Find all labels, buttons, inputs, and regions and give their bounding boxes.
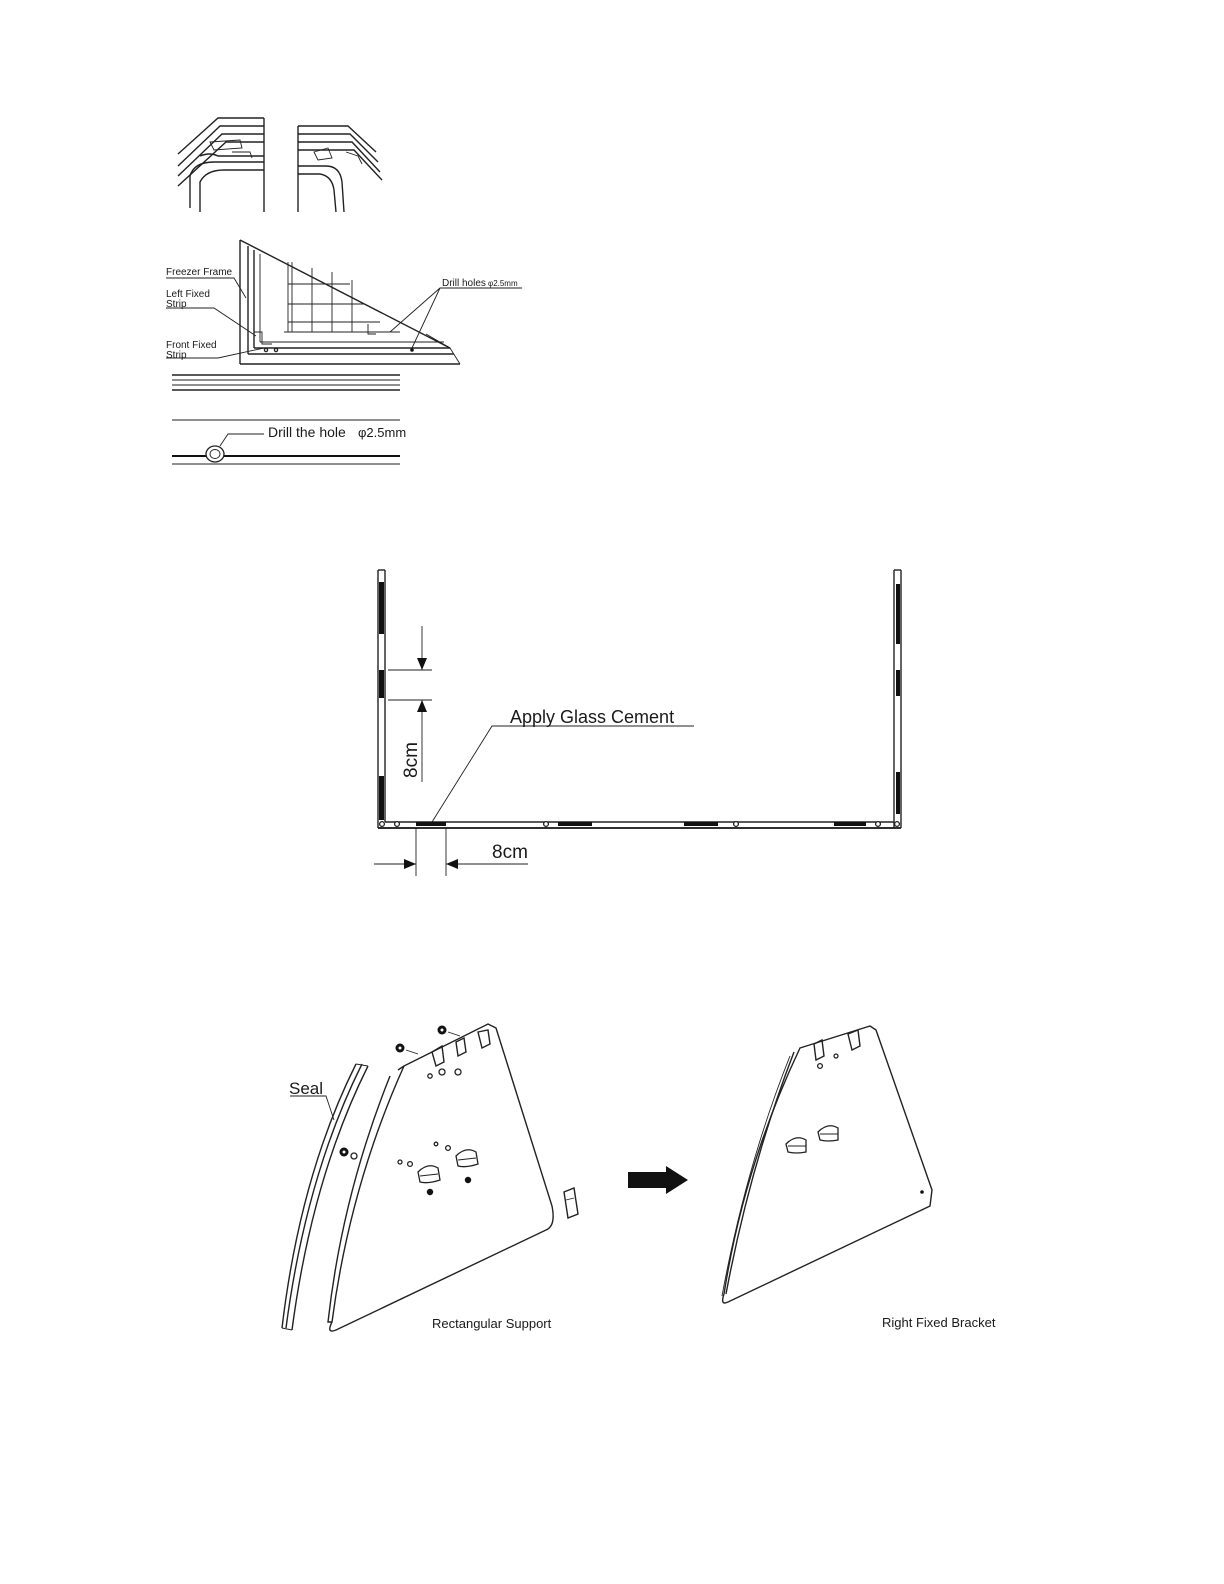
rectangular-support-part: [564, 1188, 578, 1218]
glass-clamps: [398, 1142, 478, 1195]
side-panel-figure: [280, 1016, 1010, 1338]
seal-strip: [282, 1064, 368, 1330]
label-freezer-frame: Freezer Frame: [166, 267, 233, 278]
assembled-panel: [722, 1026, 932, 1303]
label-right-fixed-bracket: Right Fixed Bracket: [882, 1315, 996, 1330]
u-frame: [378, 570, 901, 828]
freezer-frame-drawing: [240, 240, 460, 364]
leader-apply-glass-cement: [432, 726, 694, 822]
leader-left-fixed-strip: [166, 308, 256, 336]
glass-cement-figure: [370, 566, 910, 876]
label-drill-the-hole-size: φ2.5mm: [358, 425, 407, 440]
corner-detail-figure: [170, 112, 390, 217]
label-front-fixed-strip-1: Front Fixed: [166, 340, 217, 351]
label-horizontal-dimension: 8cm: [492, 842, 528, 863]
assembly-arrow-icon: [628, 1166, 688, 1194]
label-front-fixed-strip-2: Strip: [166, 350, 187, 361]
label-drill-holes-size: φ2.5mm: [488, 279, 518, 288]
leader-seal: [290, 1096, 334, 1120]
label-drill-holes: Drill holes: [442, 278, 486, 289]
label-left-fixed-strip-1: Left Fixed: [166, 289, 210, 300]
corner-sketch-right: [298, 126, 382, 212]
strip-rails: [172, 375, 400, 390]
frame-drill-figure: [164, 236, 536, 476]
shelf-grid: [284, 262, 400, 332]
label-seal: Seal: [289, 1079, 324, 1098]
leader-drill-holes: [390, 288, 522, 348]
label-rectangular-support: Rectangular Support: [432, 1316, 552, 1331]
corner-sketch-left: [178, 118, 264, 212]
label-drill-the-hole: Drill the hole: [268, 424, 346, 440]
drill-hole-circle: [206, 446, 224, 462]
label-apply-glass-cement: Apply Glass Cement: [510, 707, 675, 727]
label-left-fixed-strip-2: Strip: [166, 299, 187, 310]
label-vertical-dimension: 8cm: [401, 742, 422, 778]
